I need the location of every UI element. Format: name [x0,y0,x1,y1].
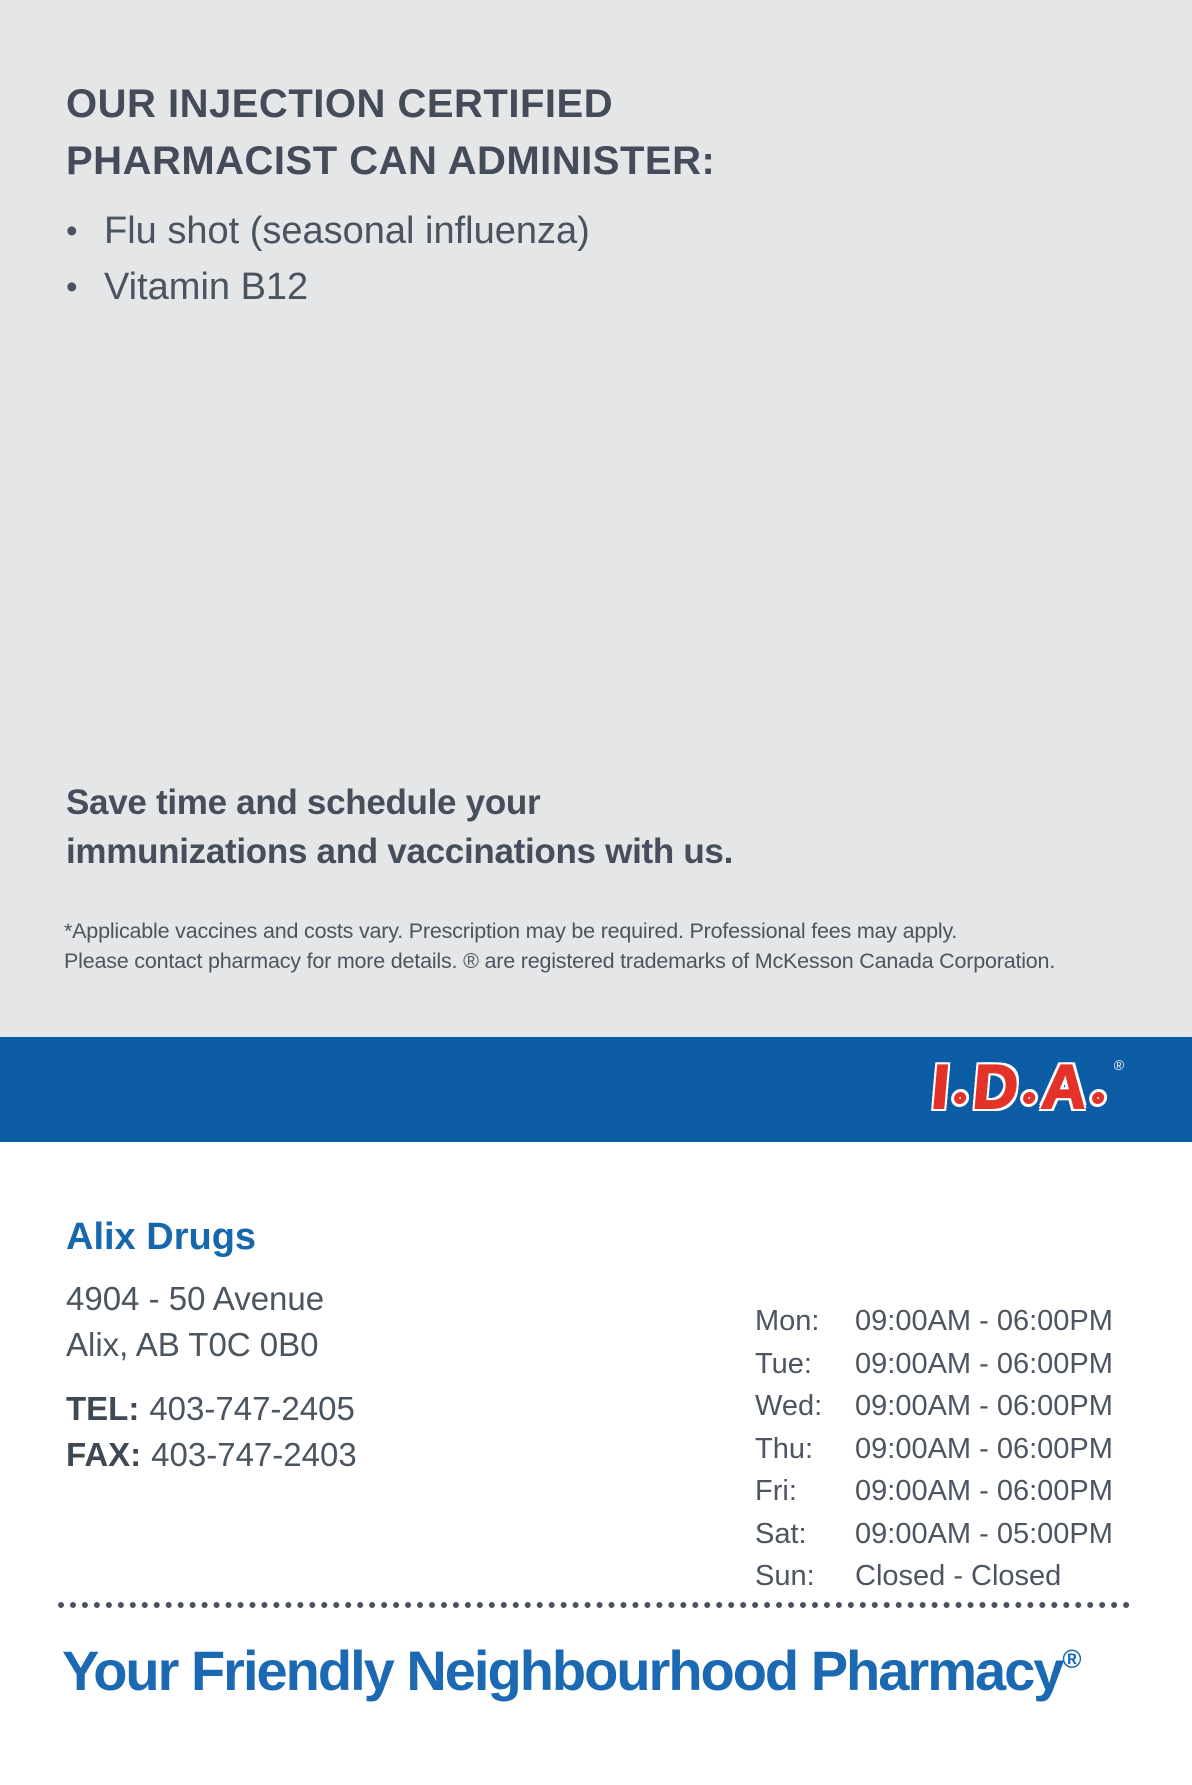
hours-row-wed [755,1385,1113,1428]
ida-logo [929,1053,1125,1123]
disclaimer-line2: Please contact pharmacy for more details. ® are registered trademarks of McKesson Canada Corporation. [64,949,1056,973]
hours-row-tue [755,1343,1113,1386]
hours-row-mon [755,1300,1113,1343]
hours-day: Wed: [755,1390,823,1422]
bullet-icon: • [66,212,78,249]
hours-day: Mon: [755,1305,820,1337]
fax-label: FAX: [66,1436,142,1473]
ida-logo-dot-icon [1091,1092,1104,1104]
promo-heading-line1: OUR INJECTION CERTIFIED [66,82,614,126]
address-line1: 4904 - 50 Avenue [66,1280,325,1317]
cta-line2: immunizations and vaccinations with us. [66,832,734,871]
registered-trademark-icon: ® [1062,1644,1082,1674]
ida-logo-letter-a: A [1038,1053,1090,1122]
hours-time: 09:00AM - 06:00PM [855,1347,1113,1380]
hours-time: 09:00AM - 06:00PM [855,1390,1113,1422]
hours-row-sat [755,1513,1113,1556]
contact-section [0,1142,1192,1785]
hours-row-thu [755,1428,1113,1471]
ida-logo-letter-d: D [970,1053,1021,1122]
bullet-icon: • [66,268,78,305]
hours-time: 09:00AM - 06:00PM [855,1475,1113,1507]
hours-day: Thu: [755,1432,814,1465]
tel-line [66,1390,355,1428]
hours-time: 09:00AM - 05:00PM [855,1517,1113,1550]
registered-trademark-icon: ® [1112,1057,1125,1073]
hours-time: 09:00AM - 06:00PM [855,1305,1113,1337]
fax-number: 403-747-2403 [151,1436,357,1473]
slogan [62,1638,1082,1703]
disclaimer-line1: *Applicable vaccines and costs vary. Prescription may be required. Professional fees may apply. [64,919,958,943]
cta-text [66,778,733,876]
ida-logo-letter-i: I [928,1053,953,1122]
hours-day: Sun: [755,1560,815,1592]
dotted-divider [58,1602,1130,1608]
bullet-item-flu-shot [66,210,590,253]
hours-time: 09:00AM - 06:00PM [855,1432,1113,1465]
hours-row-fri [755,1470,1113,1513]
disclaimer-text [64,916,1055,976]
brand-bar [0,1037,1192,1142]
promo-heading [66,76,715,190]
store-hours-table [755,1300,1113,1598]
hours-day: Fri: [755,1475,797,1507]
promo-heading-line2: PHARMACIST CAN ADMINISTER: [66,139,716,183]
fax-line [66,1436,357,1474]
tel-number: 403-747-2405 [149,1390,355,1427]
bullet-item-vitamin-b12 [66,266,308,309]
hours-day: Sat: [755,1517,807,1550]
ida-logo-dot-icon [954,1092,967,1104]
cta-line1: Save time and schedule your [66,783,541,822]
store-address [66,1276,324,1368]
ida-logo-dot-icon [1022,1092,1035,1104]
tel-label: TEL: [66,1390,140,1427]
store-name: Alix Drugs [66,1216,257,1258]
hours-day: Tue: [755,1347,812,1380]
hours-row-sun [755,1555,1113,1598]
bullet-text: Vitamin B12 [104,266,309,308]
address-line2: Alix, AB T0C 0B0 [66,1326,319,1363]
bullet-text: Flu shot (seasonal influenza) [104,210,590,252]
slogan-text: Your Friendly Neighbourhood Pharmacy [62,1639,1063,1702]
hours-time: Closed - Closed [855,1560,1062,1592]
